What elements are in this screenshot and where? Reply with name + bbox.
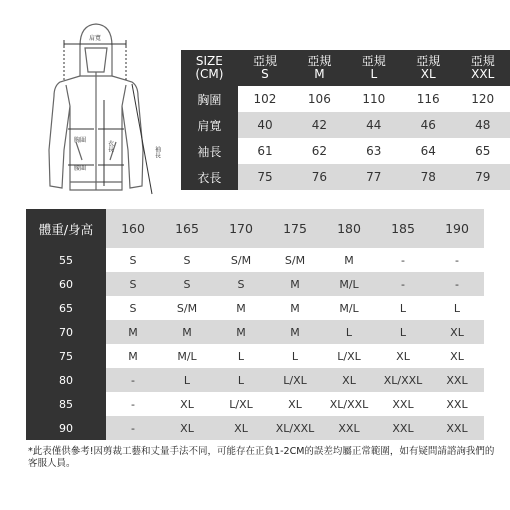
sleeve-label: 袖長: [153, 146, 161, 158]
size-cell: 40: [238, 112, 292, 138]
fit-cell: -: [106, 392, 160, 416]
fit-cell: XL: [430, 320, 484, 344]
fit-cell: -: [430, 248, 484, 272]
fit-cell: M: [268, 296, 322, 320]
size-top-label: 亞規: [361, 54, 386, 68]
disclaimer-note: *此表僅供參考!因剪裁工藝和丈量手法不同，可能存在正負1-2CM的誤差均屬正常範圍，如有疑問請諮詢我們的客服人員。: [28, 446, 495, 469]
fit-row: [26, 320, 484, 344]
size-col-header: [292, 50, 346, 86]
size-top-label: 亞規: [252, 54, 277, 68]
size-code: XXL: [471, 67, 495, 81]
fit-cell: S/M: [268, 248, 322, 272]
size-cell: 116: [401, 86, 455, 112]
weight-label: 80: [26, 368, 106, 392]
weight-label: 65: [26, 296, 106, 320]
waist-label: 腰圍: [73, 165, 87, 172]
fit-header-row: [26, 209, 484, 248]
size-cell: 102: [238, 86, 292, 112]
fit-cell: L: [214, 368, 268, 392]
fit-row: [26, 368, 484, 392]
fit-cell: L: [376, 296, 430, 320]
fit-cell: M/L: [322, 272, 376, 296]
fit-cell: M: [106, 344, 160, 368]
size-cell: 48: [455, 112, 510, 138]
height-header: 185: [376, 209, 430, 248]
weight-label: 75: [26, 344, 106, 368]
fit-row: [26, 344, 484, 368]
fit-cell: -: [376, 272, 430, 296]
fit-cell: M: [106, 320, 160, 344]
length-label: 衣長: [106, 140, 114, 152]
fit-cell: M: [160, 320, 214, 344]
size-row: [181, 112, 510, 138]
fit-cell: S: [106, 296, 160, 320]
fit-cell: L/XL: [322, 344, 376, 368]
size-cell: 110: [347, 86, 401, 112]
fit-cell: XL: [160, 392, 214, 416]
fit-row: [26, 296, 484, 320]
size-cell: 79: [455, 164, 510, 190]
size-code: XL: [420, 67, 436, 81]
size-cell: 78: [401, 164, 455, 190]
size-code: L: [370, 67, 378, 81]
fit-table: [26, 209, 484, 440]
fit-cell: M/L: [322, 296, 376, 320]
fit-cell: S/M: [160, 296, 214, 320]
fit-cell: XXL: [430, 416, 484, 440]
weight-label: 90: [26, 416, 106, 440]
fit-row: [26, 416, 484, 440]
fit-cell: L/XL: [214, 392, 268, 416]
fit-cell: M: [268, 272, 322, 296]
size-top-label: 亞規: [470, 54, 495, 68]
size-col-header: [238, 50, 292, 86]
fit-cell: XL/XXL: [376, 368, 430, 392]
fit-cell: L: [268, 344, 322, 368]
size-cell: 64: [401, 138, 455, 164]
size-table: [181, 50, 510, 190]
size-cell: 75: [238, 164, 292, 190]
jacket-sketch: [0, 0, 180, 205]
fit-cell: XL: [214, 416, 268, 440]
size-cell: 77: [347, 164, 401, 190]
size-cell: 42: [292, 112, 346, 138]
size-code: M: [314, 67, 325, 81]
weight-label: 55: [26, 248, 106, 272]
fit-cell: -: [430, 272, 484, 296]
size-cell: 61: [238, 138, 292, 164]
fit-cell: L: [430, 296, 484, 320]
fit-cell: L: [160, 368, 214, 392]
height-header: 190: [430, 209, 484, 248]
fit-cell: S: [160, 248, 214, 272]
size-top-label: 亞規: [307, 54, 332, 68]
fit-row: [26, 272, 484, 296]
height-header: 175: [268, 209, 322, 248]
fit-cell: M: [214, 320, 268, 344]
size-header-row: [181, 50, 510, 86]
fit-cell: XL/XXL: [268, 416, 322, 440]
weight-label: 70: [26, 320, 106, 344]
fit-cell: M: [322, 248, 376, 272]
size-corner: SIZE (CM): [181, 50, 238, 86]
fit-cell: XXL: [430, 368, 484, 392]
fit-corner: 體重/身高: [26, 209, 106, 248]
fit-cell: M: [268, 320, 322, 344]
size-row: [181, 138, 510, 164]
shoulder-label: 肩寬: [88, 35, 102, 42]
height-header: 180: [322, 209, 376, 248]
fit-cell: XXL: [322, 416, 376, 440]
size-row: [181, 86, 510, 112]
fit-cell: XL: [160, 416, 214, 440]
size-col-header: [347, 50, 401, 86]
size-cell: 44: [347, 112, 401, 138]
size-top-label: 亞規: [416, 54, 441, 68]
size-cell: 62: [292, 138, 346, 164]
fit-cell: S: [106, 248, 160, 272]
size-cell: 120: [455, 86, 510, 112]
fit-cell: -: [106, 416, 160, 440]
fit-cell: L/XL: [268, 368, 322, 392]
fit-cell: XL: [430, 344, 484, 368]
fit-cell: M/L: [160, 344, 214, 368]
fit-cell: XL: [322, 368, 376, 392]
fit-cell: L: [214, 344, 268, 368]
fit-cell: S/M: [214, 248, 268, 272]
fit-cell: XL: [376, 344, 430, 368]
size-col-header: [455, 50, 510, 86]
fit-cell: S: [160, 272, 214, 296]
fit-cell: S: [214, 272, 268, 296]
measure-label: 衣長: [181, 164, 238, 190]
fit-cell: L: [322, 320, 376, 344]
size-cell: 106: [292, 86, 346, 112]
measure-label: 肩寬: [181, 112, 238, 138]
measure-label: 胸圍: [181, 86, 238, 112]
chest-label: 胸圍: [73, 137, 87, 144]
size-code: S: [261, 67, 269, 81]
fit-cell: M: [214, 296, 268, 320]
fit-cell: XXL: [430, 392, 484, 416]
fit-cell: XL/XXL: [322, 392, 376, 416]
size-cell: 65: [455, 138, 510, 164]
fit-cell: L: [376, 320, 430, 344]
weight-label: 60: [26, 272, 106, 296]
fit-row: [26, 248, 484, 272]
height-header: 160: [106, 209, 160, 248]
fit-cell: XXL: [376, 392, 430, 416]
weight-label: 85: [26, 392, 106, 416]
size-cell: 76: [292, 164, 346, 190]
fit-cell: -: [106, 368, 160, 392]
height-header: 170: [214, 209, 268, 248]
fit-cell: S: [106, 272, 160, 296]
measure-label: 袖長: [181, 138, 238, 164]
size-row: [181, 164, 510, 190]
fit-cell: -: [376, 248, 430, 272]
size-cell: 46: [401, 112, 455, 138]
size-cell: 63: [347, 138, 401, 164]
fit-row: [26, 392, 484, 416]
fit-cell: XL: [268, 392, 322, 416]
fit-cell: XXL: [376, 416, 430, 440]
height-header: 165: [160, 209, 214, 248]
size-col-header: [401, 50, 455, 86]
